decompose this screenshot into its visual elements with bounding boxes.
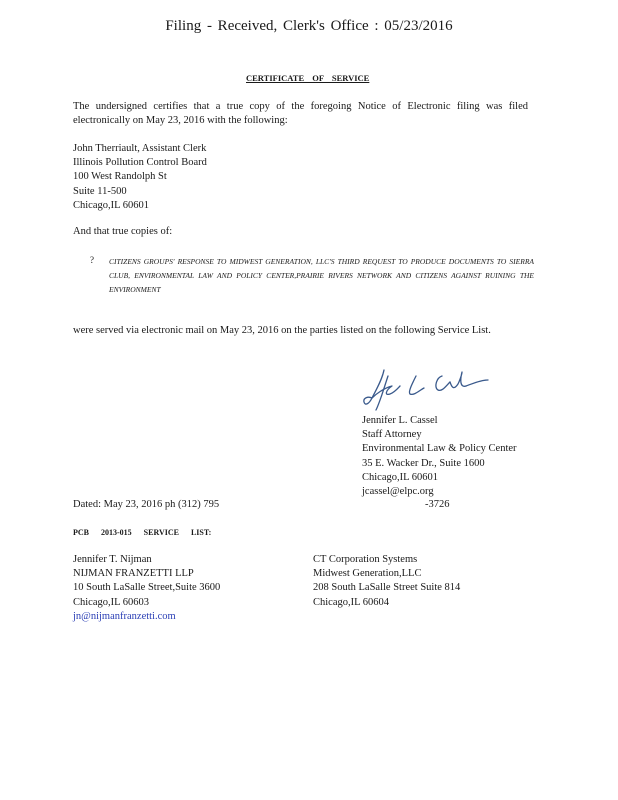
served-paragraph: were served via electronic mail on May 23, 2016 on the parties listed on the following Service List. bbox=[73, 325, 491, 336]
clerk-address bbox=[73, 142, 207, 213]
service-list-title: PCB 2013-015 SERVICE LIST: bbox=[73, 528, 212, 537]
document-title: CITIZENS GROUPS' RESPONSE TO MIDWEST GENERATION, LLC'S THIRD REQUEST TO PRODUCE DOCUMENTS TO SIERRA CLUB, ENVIRONMENTAL LAW AND POLICY CENTER,PRAIRIE RIVERS NETWORK AND CITIZENS AGAINST RUINING THE ENVIRONMENT bbox=[109, 257, 534, 294]
signature-icon bbox=[362, 366, 492, 414]
clerk-line: 100 West Randolph St bbox=[73, 171, 167, 183]
service-party-left bbox=[73, 553, 220, 624]
intro-paragraph: The undersigned certifies that a true copy of the foregoing Notice of Electronic filing was filed electronically on May 23, 2016 with the following: bbox=[73, 101, 528, 126]
signer-name: Jennifer L. Cassel bbox=[362, 415, 438, 426]
service-party-right bbox=[313, 553, 460, 610]
party-line: 10 South LaSalle Street,Suite 3600 bbox=[73, 582, 221, 594]
filing-header: Filing - Received, Clerk's Office : 05/23/2016 bbox=[165, 18, 453, 34]
signer-org: Environmental Law & Policy Center bbox=[362, 443, 517, 455]
party-line: Midwest Generation,LLC bbox=[313, 568, 422, 580]
signer-block bbox=[362, 414, 517, 499]
party-line: NIJMAN FRANZETTI LLP bbox=[73, 568, 194, 580]
signer-street: 35 E. Wacker Dr., Suite 1600 bbox=[362, 457, 485, 469]
clerk-line: Illinois Pollution Control Board bbox=[73, 157, 207, 169]
signer-city: Chicago,IL 60601 bbox=[362, 471, 439, 483]
party-line: CT Corporation Systems bbox=[313, 554, 418, 565]
signer-email: jcassel@elpc.org bbox=[362, 486, 434, 498]
signer-title: Staff Attorney bbox=[362, 429, 422, 441]
party-line: Chicago,IL 60604 bbox=[313, 596, 390, 608]
party-line: Jennifer T. Nijman bbox=[73, 554, 152, 565]
clerk-line: John Therriault, Assistant Clerk bbox=[73, 143, 207, 154]
phone-extension: -3726 bbox=[425, 499, 450, 510]
bullet-marker: ? bbox=[90, 255, 94, 265]
signature-image bbox=[362, 366, 492, 417]
dated-line: Dated: May 23, 2016 ph (312) 795 bbox=[73, 499, 220, 510]
party-line: 208 South LaSalle Street Suite 814 bbox=[313, 582, 461, 594]
party-line: Chicago,IL 60603 bbox=[73, 596, 150, 608]
copies-intro: And that true copies of: bbox=[73, 226, 173, 237]
party-email-link[interactable]: jn@nijmanfranzetti.com bbox=[73, 610, 176, 622]
clerk-line: Suite 11-500 bbox=[73, 185, 127, 197]
clerk-line: Chicago,IL 60601 bbox=[73, 199, 150, 211]
certificate-title: CERTIFICATE OF SERVICE bbox=[246, 73, 370, 83]
